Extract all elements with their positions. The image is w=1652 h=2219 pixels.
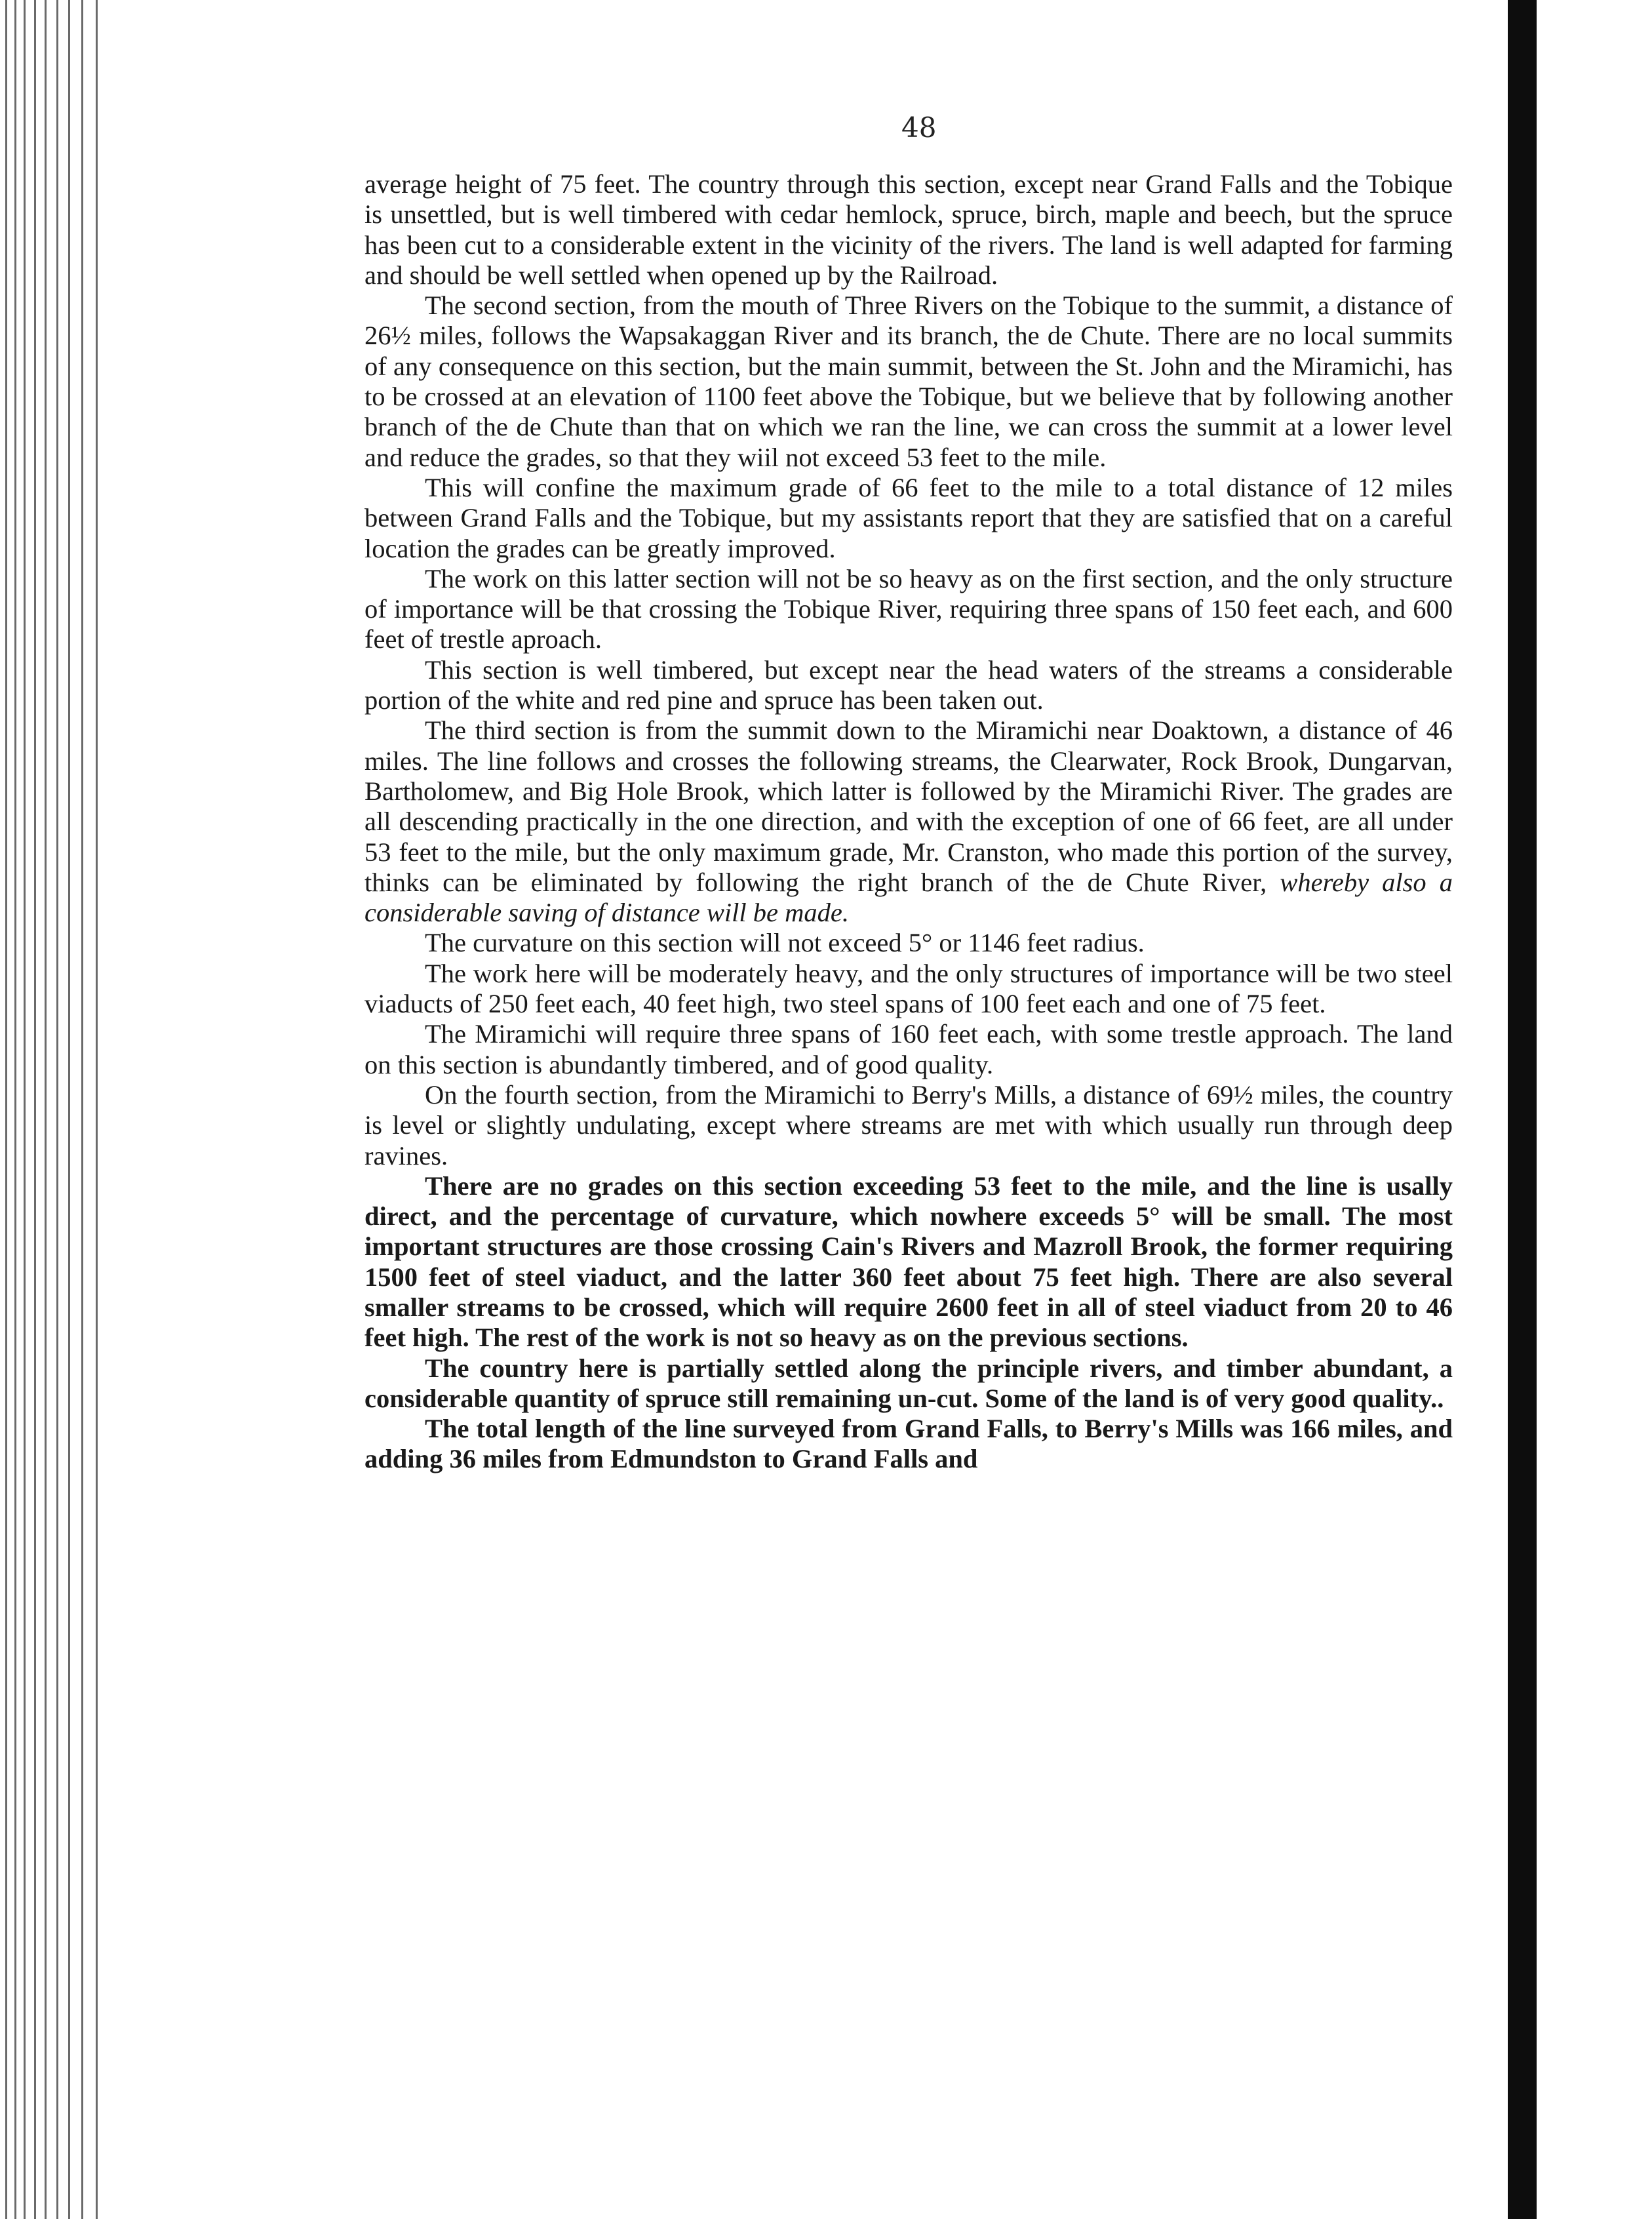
binding-line <box>96 0 98 2219</box>
binding-line <box>5 0 7 2219</box>
page-divider <box>1508 0 1537 2219</box>
paragraph: The total length of the line surveyed from Grand Falls, to Berry's Mills was 166 miles, and adding 36 miles from Edmundston to Grand Falls and <box>364 1414 1453 1474</box>
paragraph: The country here is partially settled along the principle rivers, and timber abundant, a considerable quantity of spruce still remaining un-cut. Some of the land is of very good quality.. <box>364 1353 1453 1413</box>
binding-line <box>81 0 83 2219</box>
paragraph: This will confine the maximum grade of 66 feet to the mile to a total distance of 12 miles between Grand Falls and the Tobique, but my assistants report that they are satisfied that on a careful location the grades can be greatly improved. <box>364 472 1453 563</box>
page-number: 48 <box>901 111 937 144</box>
body-text <box>364 169 1453 1475</box>
binding-line <box>24 0 26 2219</box>
paragraph: On the fourth section, from the Miramichi to Berry's Mills, a distance of 69½ miles, the country is level or slightly undulating, except where streams are met with which usually run through deep ravines. <box>364 1079 1453 1170</box>
binding-line <box>56 0 58 2219</box>
italic-phrase: whereby also a considerable saving of distance will be made. <box>364 867 1453 928</box>
paragraph: The second section, from the mouth of Three Rivers on the Tobique to the summit, a distance of 26½ miles, follows the Wapsakaggan River and its branch, the de Chute. There are no local summits of any consequence on this section, but the main summit, between the St. John and the Miramichi, has to be crossed at an elevation of 1100 feet above the Tobique, but we believe that by following another branch of the de Chute than that on which we ran the line, we can cross the summit at a lower level and reduce the grades, so that they wiil not exceed 53 feet to the mile. <box>364 290 1453 472</box>
paragraph: average height of 75 feet. The country through this section, except near Grand Falls and the Tobique is unsettled, but is well timbered with cedar hemlock, spruce, birch, maple and beech, but the spruce has been cut to a considerable extent in the vicinity of the rivers. The land is well adapted for farming and should be well settled when opened up by the Railroad. <box>364 169 1453 290</box>
paragraph: There are no grades on this section exceeding 53 feet to the mile, and the line is usally direct, and the percentage of curvature, which nowhere exceeds 5° will be small. The most important structures are those crossing Cain's Rivers and Mazroll Brook, the former requiring 1500 feet of steel viaduct, and the latter 360 feet about 75 feet high. There are also several smaller streams to be crossed, which will require 2600 feet in all of steel viaduct from 20 to 46 feet high. The rest of the work is not so heavy as on the previous sections. <box>364 1170 1453 1353</box>
paragraph: This section is well timbered, but except near the head waters of the streams a considerable portion of the white and red pine and spruce has been taken out. <box>364 654 1453 715</box>
paragraph: The Miramichi will require three spans of 160 feet each, with some trestle approach. The land on this section is abundantly timbered, and of good quality. <box>364 1019 1453 1079</box>
paragraph: The work on this latter section will not be so heavy as on the first section, and the only structure of importance will be that crossing the Tobique River, requiring three spans of 150 feet each, and 600 feet of trestle aproach. <box>364 563 1453 654</box>
binding-line <box>34 0 36 2219</box>
paragraph: The curvature on this section will not exceed 5° or 1146 feet radius. <box>425 928 1145 958</box>
binding-line <box>14 0 16 2219</box>
paragraph <box>364 715 1453 928</box>
paragraph: The work here will be moderately heavy, and the only structures of importance will be two steel viaducts of 250 feet each, 40 feet high, two steel spans of 100 feet each and one of 75 feet. <box>364 958 1453 1019</box>
binding-line <box>45 0 47 2219</box>
binding-line <box>68 0 70 2219</box>
paragraph-text: The third section is from the summit down to the Miramichi near Doaktown, a distance of 46 miles. The line follows and crosses the following streams, the Clearwater, Rock Brook, Dungarvan, Bartholomew, and Big Hole Brook, which latter is followed by the Miramichi River. The grades are all descending practically in the one direction, and with the exception of one of 66 feet, are all under 53 feet to the mile, but the only maximum grade, Mr. Cranston, who made this portion of the survey, thinks can be eliminated by following the right branch of the de Chute River, <box>364 715 1453 897</box>
